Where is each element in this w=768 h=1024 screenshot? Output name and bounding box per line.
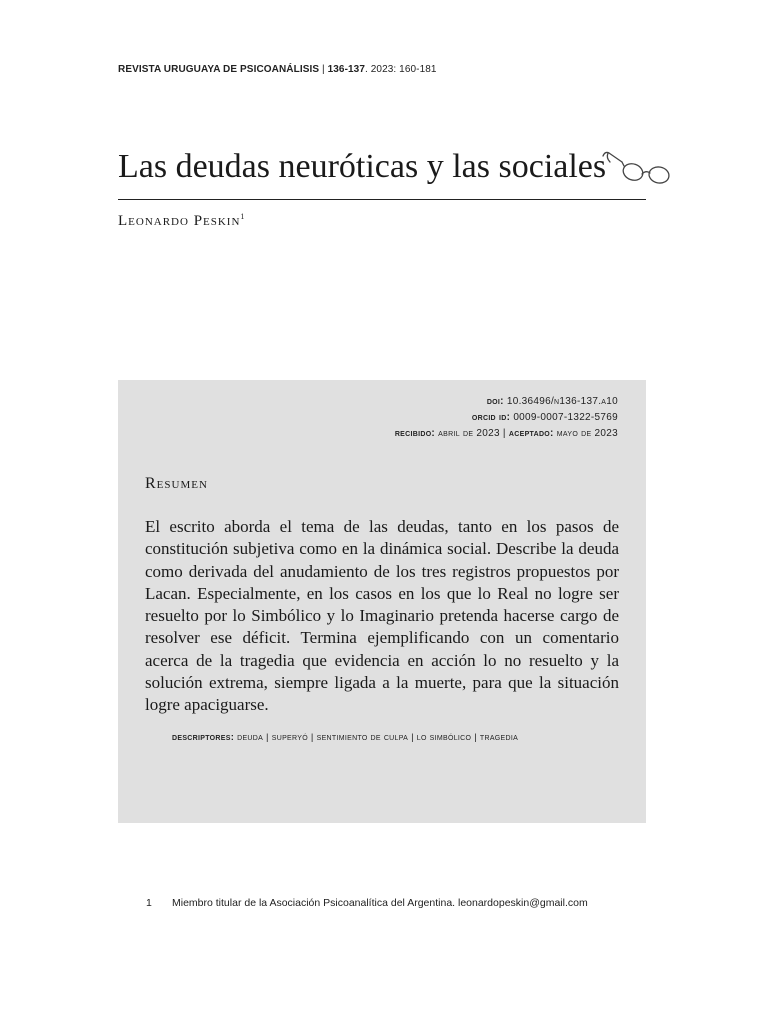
orcid-label: orcid id: bbox=[471, 412, 511, 423]
footnote-number: 1 bbox=[146, 897, 152, 909]
dates-line bbox=[395, 426, 618, 442]
year-pages: . 2023: 160-181 bbox=[365, 64, 437, 75]
keywords-label: descriptores: bbox=[172, 732, 235, 743]
received-value: abril de 2023 bbox=[435, 428, 500, 439]
accepted-label: aceptado: bbox=[508, 428, 554, 439]
doi-label: doi: bbox=[486, 396, 504, 407]
doi-line bbox=[395, 394, 618, 410]
received-label: recibido: bbox=[394, 428, 436, 439]
header-separator: | bbox=[319, 64, 328, 75]
article-title: Las deudas neuróticas y las sociales bbox=[118, 148, 607, 185]
glasses-icon bbox=[600, 148, 672, 192]
journal-name: REVISTA URUGUAYA DE PSICOANÁLISIS bbox=[118, 64, 320, 75]
title-rule bbox=[118, 199, 646, 200]
dates-separator: | bbox=[499, 428, 509, 439]
orcid-value: 0009-0007-1322-5769 bbox=[510, 412, 618, 423]
article-metadata bbox=[395, 394, 618, 442]
footnote-text: Miembro titular de la Asociación Psicoanalítica del Argentina. leonardopeskin@gmail.com bbox=[172, 897, 588, 909]
accepted-value: mayo de 2023 bbox=[553, 428, 618, 439]
author-name bbox=[118, 212, 244, 230]
abstract-text: El escrito aborda el tema de las deudas, tanto en los pasos de constitución subjetiva como en la dinámica social. Describe la deuda como derivada del anudamiento de los tres registros propuestos por Lacan. Especialmente, en los casos en los que lo Real no logre ser resuelto por lo Simbólico y lo Imaginario pretenda hacerse cargo de resolver ese déficit. Termina ejemplificando con un comentario acerca de la tragedia que evidencia en acción lo no resuelto y la solución extrema, siempre ligada a la muerte, para que la situación logre apaciguarse. bbox=[145, 517, 619, 715]
keywords-list: deuda | superyó | sentimiento de culpa | lo simbólico | tragedia bbox=[234, 732, 519, 743]
abstract-heading: Resumen bbox=[145, 475, 208, 492]
keywords bbox=[172, 730, 572, 746]
abstract-box bbox=[118, 380, 646, 823]
journal-header bbox=[118, 64, 437, 75]
doi-value: 10.36496/n136-137.a10 bbox=[503, 396, 618, 407]
footnote bbox=[146, 897, 588, 909]
orcid-line bbox=[395, 410, 618, 426]
author-footnote-marker: 1 bbox=[240, 212, 245, 221]
issue-number: 136-137 bbox=[327, 64, 365, 75]
author-name-text: Leonardo Peskin bbox=[118, 213, 241, 229]
